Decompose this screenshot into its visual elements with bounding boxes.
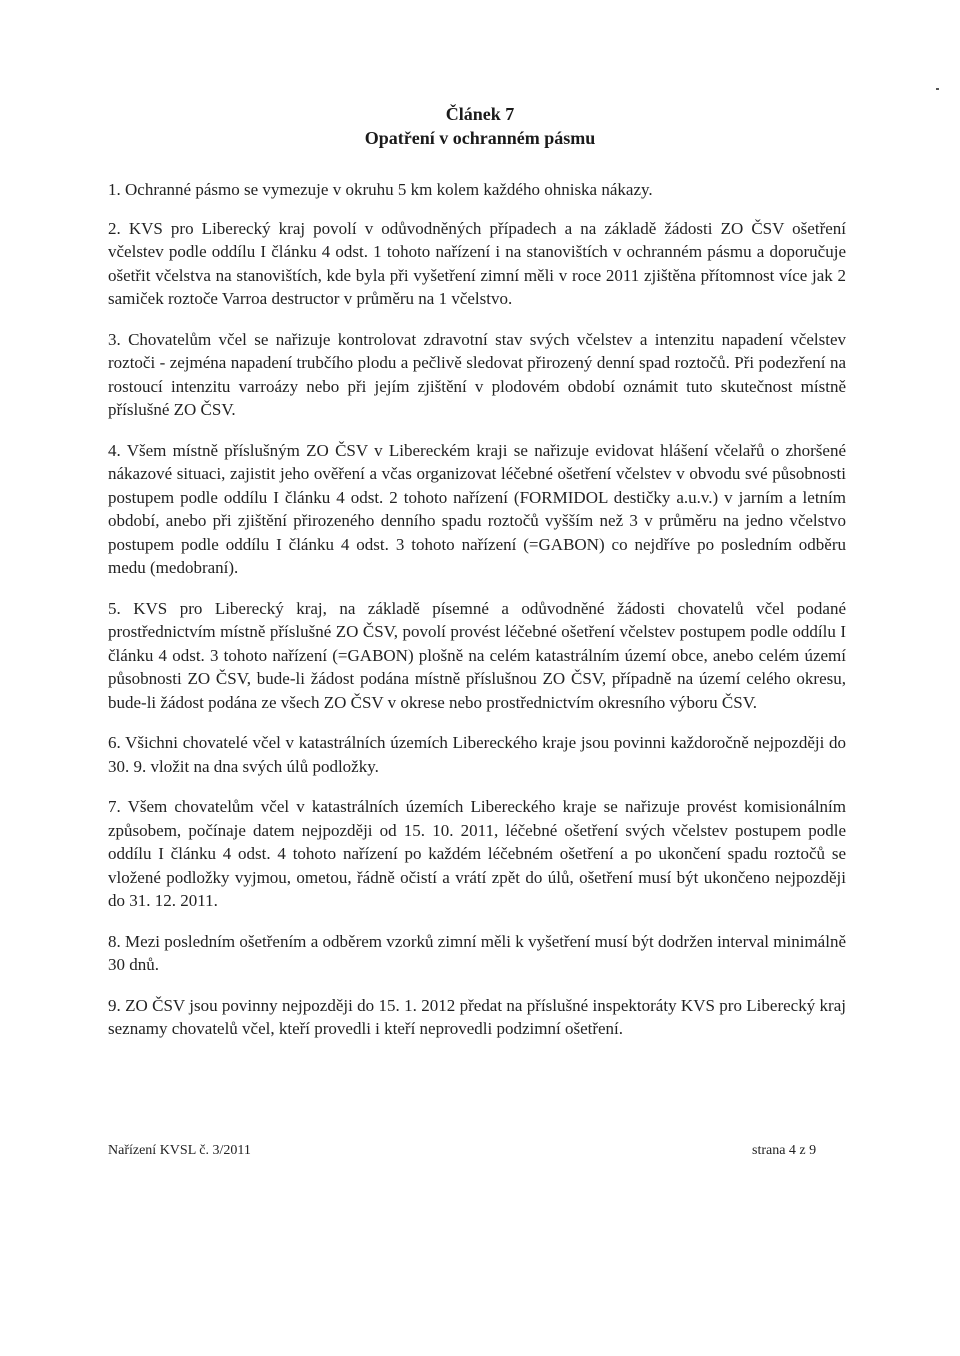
footer-page-number: strana 4 z 9 — [752, 1143, 817, 1158]
article-body — [108, 178, 846, 1041]
paragraph-6: 6. Všichni chovatelé včel v katastrálních územích Libereckého kraje jsou povinni každoročně nejpozději do 30. 9. vložit na dna svých úlů podložky. — [108, 733, 846, 776]
article-number: Článek 7 — [445, 104, 515, 124]
paragraph-8: 8. Mezi posledním ošetřením a odběrem vzorků zimní měli k vyšetření musí být dodržen interval minimálně 30 dnů. — [108, 931, 846, 974]
paragraph-4: 4. Všem místně příslušným ZO ČSV v Libereckém kraji se nařizuje evidovat hlášení včelařů o zhoršené nákazové situaci, zajistit jeho ověření a včas organizovat léčebné ošetření včelstev v obvodu své působnosti postupem podle oddílu I článku 4 odst. 2 tohoto nařízení (FORMIDOL destičky a.u.v.) v jarním a letním období, anebo při zjištění přirozeného denního spadu roztočů vyšším než 3 v průměru na jedno včelstvo postupem podle oddílu I článku 4 odst. 3 tohoto nařízení (=GABON) co nejdříve po posledním odběru medu (medobraní). — [108, 440, 846, 577]
paragraph-7: 7. Všem chovatelům včel v katastrálních územích Libereckého kraje se nařizuje provést komisionálním způsobem, počínaje datem nejpozději od 15. 10. 2011, léčebné ošetření svých včelstev postupem podle oddílu I článku 4 odst. 4 tohoto nařízení po každém léčebném ošetření a po ukončení spadu roztočů se vložené podložky vyjmou, ometou, řádně očistí a vrátí zpět do úlů, ošetření musí být ukončeno nejpozději do 31. 12. 2011. — [108, 797, 846, 910]
paragraph-5: 5. KVS pro Liberecký kraj, na základě písemné a odůvodněné žádosti chovatelů včel podané prostřednictvím místně příslušné ZO ČSV, povolí provést léčebné ošetření včelstev postupem podle oddílu I článku 4 odst. 3 tohoto nařízení (=GABON) plošně na celém katastrálním území obce, anebo celém území působnosti ZO ČSV, bude-li žádost podána místně příslušnou ZO ČSV, případně na území celého okresu, bude-li žádost podána ze všech ZO ČSV v okrese nebo prostřednictvím okresního výboru ČSV. — [108, 598, 846, 712]
paragraph-3: 3. Chovatelům včel se nařizuje kontrolovat zdravotní stav svých včelstev a intenzitu napadení včelstev roztoči - zejména napadení trubčího plodu a pečlivě sledovat přirozený denní spad roztočů. Při podezření na rostoucí intenzitu varroázy nebo při jejím zjištění v plodovém období oznámit tuto skutečnost místně příslušné ZO ČSV. — [108, 329, 846, 419]
scan-mark — [936, 88, 939, 90]
article-title: Opatření v ochranném pásmu — [364, 128, 596, 148]
paragraph-1: 1. Ochranné pásmo se vymezuje v okruhu 5 km kolem každého ohniska nákazy. — [108, 180, 653, 199]
paragraph-2: 2. KVS pro Liberecký kraj povolí v odůvodněných případech a na základě žádosti ZO ČSV ošetření včelstev podle oddílu I článku 4 odst. 1 tohoto nařízení i na stanovištích v ochranném pásmu a doporučuje ošetřit včelstva na stanovištích, kde byla při vyšetření zimní měli v roce 2011 zjištěna přítomnost více jak 2 samiček roztoče Varroa destructor v průměru na 1 včelstvo. — [108, 218, 846, 308]
footer-regulation-id: Nařízení KVSL č. 3/2011 — [108, 1143, 251, 1158]
paragraph-9: 9. ZO ČSV jsou povinny nejpozději do 15. 1. 2012 předat na příslušné inspektoráty KVS pro Liberecký kraj seznamy chovatelů včel, kteří provedli i kteří neprovedli podzimní ošetření. — [108, 995, 846, 1038]
